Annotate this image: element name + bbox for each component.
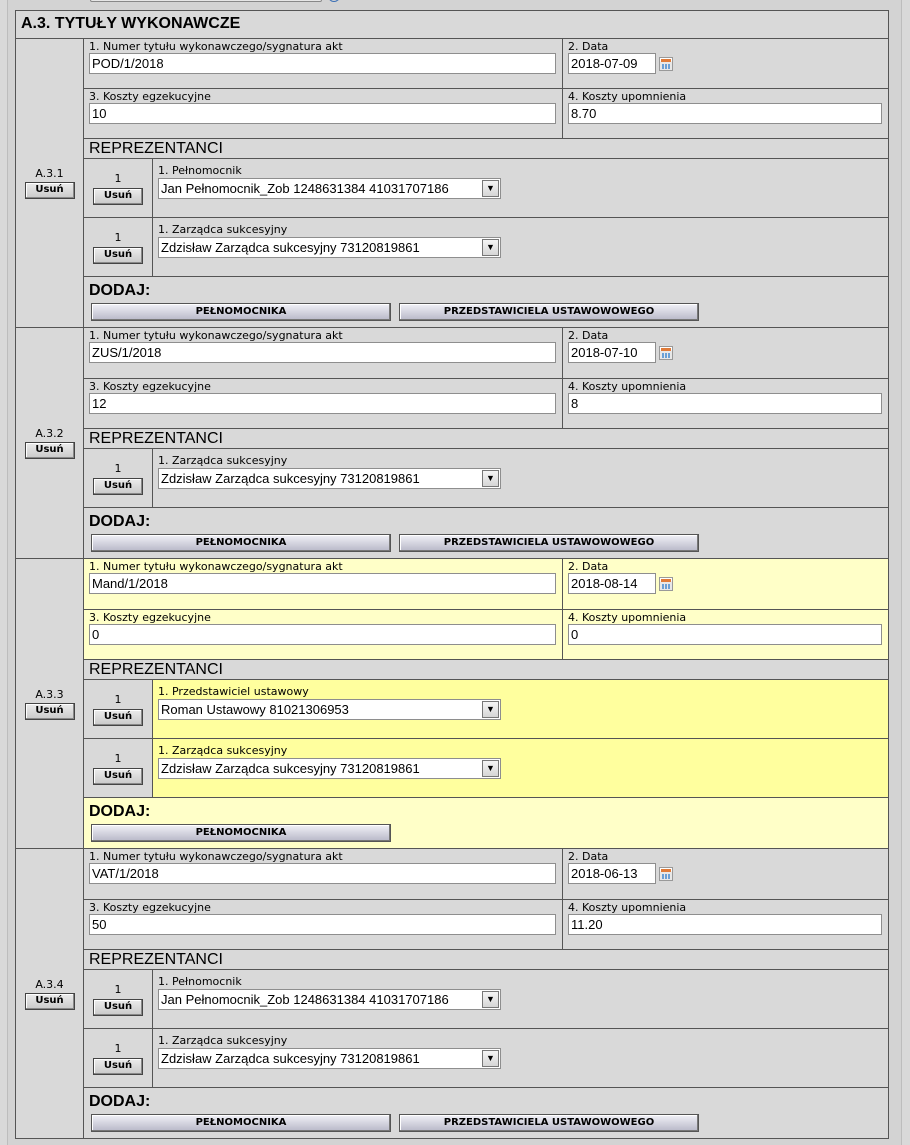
title-id: A.3.3: [35, 687, 64, 701]
rep-number: 1: [114, 692, 122, 706]
data-label: 2. Data: [568, 329, 609, 342]
rep-label: 1. Zarządca sukcesyjny: [158, 223, 288, 236]
chevron-down-icon[interactable]: ▼: [482, 239, 499, 256]
chevron-down-icon[interactable]: ▼: [482, 470, 499, 487]
koszty-upom-input[interactable]: 8.70: [568, 103, 882, 124]
data-label: 2. Data: [568, 560, 609, 573]
koszty-upom-input[interactable]: 0: [568, 624, 882, 645]
representative-row: [84, 449, 888, 508]
representatives-heading: REPREZENTANCI: [84, 950, 888, 970]
top-control[interactable]: [90, 0, 322, 2]
add-pelnomocnik-button[interactable]: PEŁNOMOCNIKA: [91, 824, 391, 842]
chevron-down-icon[interactable]: ▼: [482, 701, 499, 718]
add-przedstawiciel-button[interactable]: PRZEDSTAWICIELA USTAWOWOWEGO: [399, 303, 699, 321]
representative-row: [84, 970, 888, 1029]
rep-label: 1. Zarządca sukcesyjny: [158, 1034, 288, 1047]
koszty-egz-input[interactable]: 12: [89, 393, 556, 414]
remove-rep-button[interactable]: Usuń: [93, 188, 143, 205]
chevron-down-icon[interactable]: ▼: [482, 180, 499, 197]
calendar-icon[interactable]: [659, 867, 673, 881]
koszty-egz-label: 3. Koszty egzekucyjne: [89, 611, 211, 624]
numer-input[interactable]: Mand/1/2018: [89, 573, 556, 594]
title-block-a31: [15, 38, 889, 328]
title-id-column: [16, 328, 84, 558]
representative-row: [84, 1029, 888, 1088]
title-block-a34: [15, 849, 889, 1139]
numer-label: 1. Numer tytułu wykonawczego/sygnatura akt: [89, 40, 343, 53]
add-heading: DODAJ:: [89, 282, 151, 299]
rep-select[interactable]: [158, 237, 501, 258]
koszty-upom-input[interactable]: 11.20: [568, 914, 882, 935]
data-input[interactable]: 2018-07-10: [568, 342, 656, 363]
rep-select-value: Zdzisław Zarządca sukcesyjny 73120819861: [161, 240, 420, 255]
numer-label: 1. Numer tytułu wykonawczego/sygnatura akt: [89, 850, 343, 863]
rep-select[interactable]: [158, 699, 501, 720]
chevron-down-icon[interactable]: ▼: [482, 1050, 499, 1067]
numer-input[interactable]: POD/1/2018: [89, 53, 556, 74]
title-id-column: [16, 849, 84, 1138]
title-id: A.3.4: [35, 977, 64, 991]
rep-label: 1. Pełnomocnik: [158, 164, 242, 177]
data-label: 2. Data: [568, 850, 609, 863]
rep-label: 1. Zarządca sukcesyjny: [158, 454, 288, 467]
remove-rep-button[interactable]: Usuń: [93, 709, 143, 726]
remove-rep-button[interactable]: Usuń: [93, 1058, 143, 1075]
rep-select-value: Zdzisław Zarządca sukcesyjny 73120819861: [161, 471, 420, 486]
representatives-heading: REPREZENTANCI: [84, 139, 888, 159]
numer-input[interactable]: VAT/1/2018: [89, 863, 556, 884]
numer-label: 1. Numer tytułu wykonawczego/sygnatura akt: [89, 329, 343, 342]
remove-title-button[interactable]: Usuń: [25, 182, 75, 199]
remove-rep-button[interactable]: Usuń: [93, 247, 143, 264]
section-title: A.3. TYTUŁY WYKONAWCZE: [15, 10, 889, 38]
rep-select-value: Zdzisław Zarządca sukcesyjny 73120819861: [161, 1051, 420, 1066]
numer-input[interactable]: ZUS/1/2018: [89, 342, 556, 363]
rep-select[interactable]: [158, 178, 501, 199]
rep-label: 1. Zarządca sukcesyjny: [158, 744, 288, 757]
koszty-egz-input[interactable]: 0: [89, 624, 556, 645]
rep-select[interactable]: [158, 758, 501, 779]
add-pelnomocnik-button[interactable]: PEŁNOMOCNIKA: [91, 1114, 391, 1132]
remove-rep-button[interactable]: Usuń: [93, 768, 143, 785]
rep-number: 1: [114, 230, 122, 244]
representative-row: [84, 739, 888, 798]
rep-number: 1: [114, 171, 122, 185]
rep-select[interactable]: [158, 1048, 501, 1069]
remove-title-button[interactable]: Usuń: [25, 993, 75, 1010]
add-heading: DODAJ:: [89, 1093, 151, 1110]
title-block-a32: [15, 328, 889, 559]
koszty-upom-label: 4. Koszty upomnienia: [568, 611, 687, 624]
koszty-egz-label: 3. Koszty egzekucyjne: [89, 90, 211, 103]
rep-number: 1: [114, 1041, 122, 1055]
calendar-icon[interactable]: [659, 577, 673, 591]
rep-select[interactable]: [158, 989, 501, 1010]
koszty-upom-label: 4. Koszty upomnienia: [568, 380, 687, 393]
data-label: 2. Data: [568, 40, 609, 53]
data-input[interactable]: 2018-06-13: [568, 863, 656, 884]
representatives-heading: REPREZENTANCI: [84, 429, 888, 449]
rep-number: 1: [114, 461, 122, 475]
remove-title-button[interactable]: Usuń: [25, 442, 75, 459]
koszty-egz-input[interactable]: 50: [89, 914, 556, 935]
rep-select[interactable]: [158, 468, 501, 489]
rep-label: 1. Pełnomocnik: [158, 975, 242, 988]
title-id-column: [16, 39, 84, 327]
title-id: A.3.2: [35, 427, 64, 440]
calendar-icon[interactable]: [659, 346, 673, 360]
data-input[interactable]: 2018-07-09: [568, 53, 656, 74]
data-input[interactable]: 2018-08-14: [568, 573, 656, 594]
add-przedstawiciel-button[interactable]: PRZEDSTAWICIELA USTAWOWOWEGO: [399, 1114, 699, 1132]
representative-row: [84, 680, 888, 739]
chevron-down-icon[interactable]: ▼: [482, 991, 499, 1008]
calendar-icon[interactable]: [659, 57, 673, 71]
rep-select-value: Zdzisław Zarządca sukcesyjny 73120819861: [161, 761, 420, 776]
title-id: A.3.1: [35, 167, 64, 180]
koszty-upom-input[interactable]: 8: [568, 393, 882, 414]
koszty-upom-label: 4. Koszty upomnienia: [568, 90, 687, 103]
representative-row: [84, 159, 888, 218]
rep-number: 1: [114, 751, 122, 765]
koszty-egz-input[interactable]: 10: [89, 103, 556, 124]
add-heading: DODAJ:: [89, 513, 151, 530]
koszty-upom-label: 4. Koszty upomnienia: [568, 901, 687, 914]
rep-label: 1. Przedstawiciel ustawowy: [158, 685, 309, 698]
add-heading: DODAJ:: [89, 803, 151, 820]
rep-select-value: Jan Pełnomocnik_Zob 1248631384 41031707186: [161, 181, 449, 196]
add-przedstawiciel-button[interactable]: PRZEDSTAWICIELA USTAWOWOWEGO: [399, 534, 699, 552]
rep-number: 1: [114, 982, 122, 996]
chevron-down-icon[interactable]: ▼: [482, 760, 499, 777]
remove-rep-button[interactable]: Usuń: [93, 999, 143, 1016]
title-block-a33: [15, 559, 889, 849]
representatives-heading: REPREZENTANCI: [84, 660, 888, 680]
remove-title-button[interactable]: Usuń: [25, 703, 75, 720]
koszty-egz-label: 3. Koszty egzekucyjne: [89, 901, 211, 914]
koszty-egz-label: 3. Koszty egzekucyjne: [89, 380, 211, 393]
remove-rep-button[interactable]: Usuń: [93, 478, 143, 495]
rep-select-value: Jan Pełnomocnik_Zob 1248631384 41031707186: [161, 992, 449, 1007]
add-pelnomocnik-button[interactable]: PEŁNOMOCNIKA: [91, 303, 391, 321]
rep-select-value: Roman Ustawowy 81021306953: [161, 702, 349, 717]
title-id-column: [16, 559, 84, 848]
add-pelnomocnik-button[interactable]: PEŁNOMOCNIKA: [91, 534, 391, 552]
representative-row: [84, 218, 888, 277]
numer-label: 1. Numer tytułu wykonawczego/sygnatura akt: [89, 560, 343, 573]
